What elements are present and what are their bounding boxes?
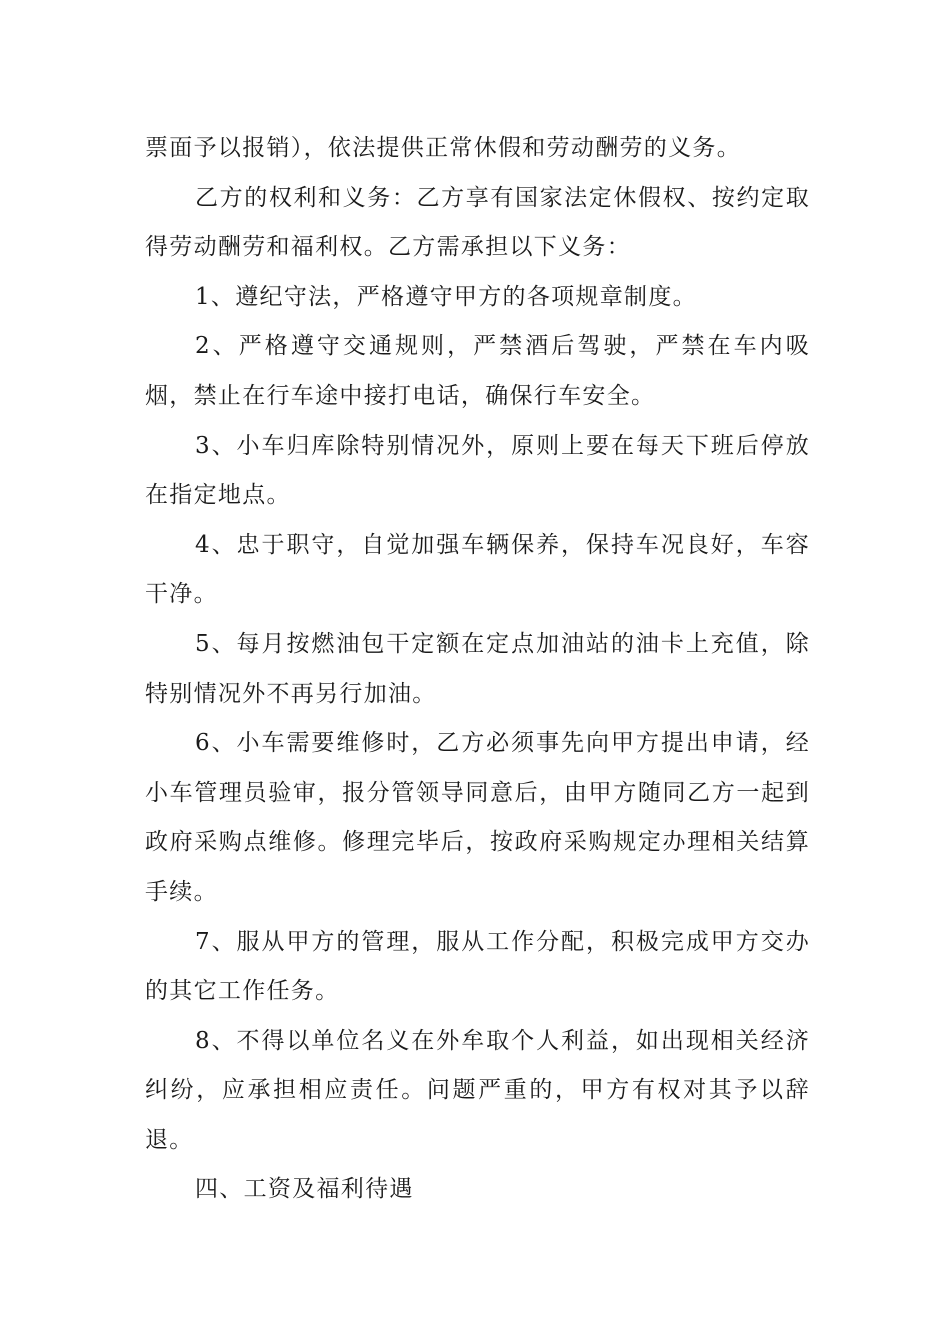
obligation-item-5: 5、每月按燃油包干定额在定点加油站的油卡上充值，除特别情况外不再另行加油。 [145, 630, 810, 707]
paragraph-continuation: 票面予以报销），依法提供正常休假和劳动酬劳的义务。 [145, 135, 741, 161]
paragraph-party-b-rights: 乙方的权利和义务：乙方享有国家法定休假权、按约定取得劳动酬劳和福利权。乙方需承担以下义务： [145, 184, 810, 261]
obligation-item-3: 3、小车归库除特别情况外，原则上要在每天下班后停放在指定地点。 [145, 432, 810, 509]
section-heading-salary-benefits: 四、工资及福利待遇 [195, 1176, 414, 1203]
obligation-item-2: 2、严格遵守交通规则，严禁酒后驾驶，严禁在车内吸烟，禁止在行车途中接打电话，确保行车安全。 [145, 333, 810, 409]
obligation-item-1: 1、遵纪守法，严格遵守甲方的各项规章制度。 [195, 283, 697, 310]
obligation-item-6: 6、小车需要维修时，乙方必须事先向甲方提出申请，经小车管理员验审，报分管领导同意后，由甲方随同乙方一起到政府采购点维修。修理完毕后，按政府采购规定办理相关结算手续。 [145, 730, 810, 905]
obligation-item-7: 7、服从甲方的管理，服从工作分配，积极完成甲方交办的其它工作任务。 [145, 928, 810, 1005]
document-body [145, 124, 810, 1215]
obligation-item-8: 8、不得以单位名义在外牟取个人利益，如出现相关经济纠纷，应承担相应责任。问题严重的，甲方有权对其予以辞退。 [145, 1027, 810, 1153]
obligation-item-4: 4、忠于职守，自觉加强车辆保养，保持车况良好，车容干净。 [145, 531, 810, 608]
